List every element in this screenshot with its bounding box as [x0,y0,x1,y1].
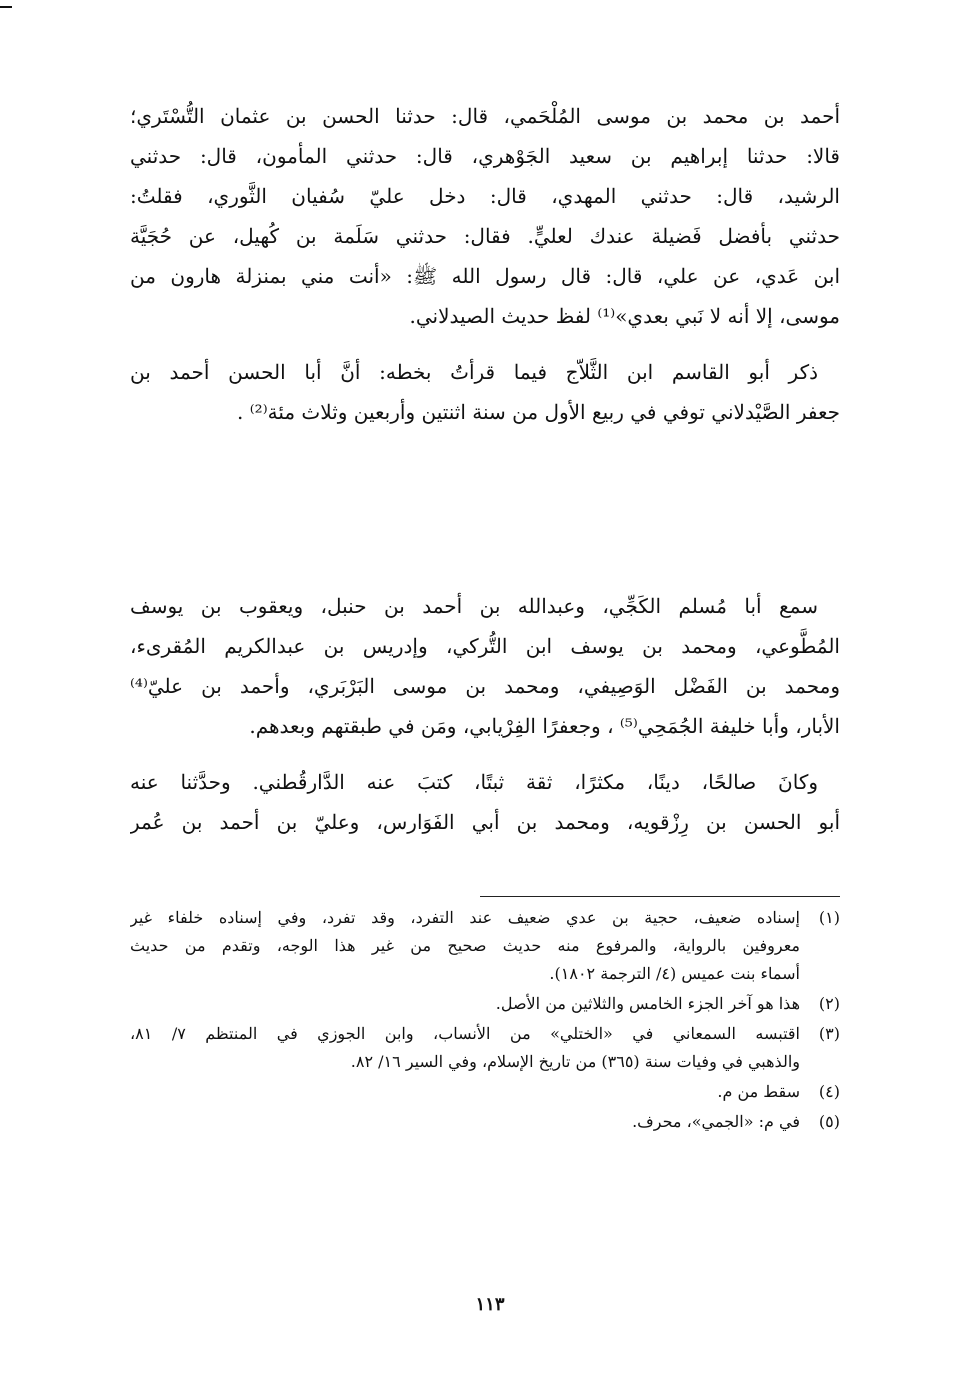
text-line: وكانَ صالحًا، دينًا، مكثرًا، ثقة ثبتًا، كتبَ عنه الدَّارقُطني. وحدَّثنا عنه [130,770,818,794]
text-line: المُطَّوعي، ومحمد بن يوسف ابن التُّركي، وإدريس بن عبدالكريم المُقرىء، [130,634,840,658]
footnote-line: هذا هو آخر الجزء الخامس والثلاثين من الأصل. [495,994,800,1013]
footnote-line: أسماء بنت عميس (٤/ الترجمة ١٨٠٢). [549,964,800,983]
footnote-number: (١) [818,908,840,927]
footnotes [130,904,840,1138]
footnote-number: (٤) [818,1082,840,1101]
footnote-line: والذهبي في وفيات سنة (٣٦٥) من تاريخ الإسلام، وفي السير ١٦/ ٨٢. [350,1052,800,1071]
footnote-number: (٥) [818,1112,840,1131]
corner-crop-mark [0,6,12,8]
footnote-5 [130,1108,840,1136]
paragraph-3 [130,586,840,746]
footnote-line: معروفين بالرواية، والمرفوع منه حديث صحيح من غير هذا الوجه، وتقدم من حديث [130,936,800,955]
text-line: ابن عَدي، عن علي، قال: قال رسول الله ﷺ: «أنت مني بمنزلة هارون من [130,264,840,288]
text-line: الرشيد، قال: حدثني المهدي، قال: دخل عليّ سُفيان الثَّوري، فقلتُ: [130,184,840,208]
footnote-line: في م: «الجمي»، محرف. [632,1112,800,1131]
paragraph-2 [130,352,840,432]
text-line: قالا: حدثنا إبراهيم بن سعيد الجَوْهري، قال: حدثني المأمون، قال: حدثني [130,144,840,168]
text-line: أبو الحسن بن رِزْقويه، ومحمد بن أبي الفَوَارس، وعليّ بن أحمد بن عُمر [130,810,840,834]
text-line: ذكر أبو القاسم ابن الثَّلاّج فيما قرأتُ بخطه: أنَّ أبا الحسن أحمد بن [130,360,818,384]
footnote-line: سقط من م. [717,1082,800,1101]
main-text [130,96,840,842]
entry-heading-line [130,500,840,548]
footnote-1 [130,904,840,988]
text-line: الأبار، وأبا خليفة الجُمَحِي⁽⁵⁾ ، وجعفرًا الفِرْيابي، ومَن في طبقتهم وبعدهم. [249,714,840,738]
text-line: ومحمد بن الفَضْل الوَصِيفي، ومحمد بن موسى البَرْبَري، وأحمد بن عليّ⁽⁴⁾ [130,674,840,698]
entry-heading [130,452,840,548]
footnote-line: اقتبسه السمعاني في «الختلي» من الأنساب، وابن الجوزي في المنتظم ٧/ ٨١، [130,1024,800,1043]
entry-heading-line [130,452,840,500]
text-line: سمع أبا مُسلم الكَجِّي، وعبدالله بن أحمد بن حنبل، ويعقوب بن يوسف [130,594,818,618]
paragraph-1 [130,96,840,336]
text-line: موسى، إلا أنه لا نَبي بعدي»⁽¹⁾ لفظ حديث الصيدلاني. [409,304,840,328]
paragraph-4 [130,762,840,842]
page-number: ١١٣ [475,1294,505,1315]
footnote-4 [130,1078,840,1106]
text-line: جعفر الصَّيْدلاني توفي في ربيع الأول من سنة اثنتين وأربعين وثلاث مئة⁽²⁾ . [237,400,840,424]
footnote-2 [130,990,840,1018]
footnote-separator [480,896,840,897]
footnote-3 [130,1020,840,1076]
footnote-line: إسناده ضعيف، حجية بن عدي ضعيف عند التفرد، وقد تفرد، وفي إسناده خلفاء غير [130,908,800,927]
text-line: أحمد بن محمد بن موسى المُلْحَمي، قال: حدثنا الحسن بن عثمان التُّسْتَري؛ [130,104,840,128]
footnote-number: (٢) [818,994,840,1013]
footnote-number: (٣) [818,1024,840,1043]
text-line: حدثني بأفضل فَضيلة عندك لعليٍّ. فقال: حدثني سَلَمة بن كُهيل، عن حُجَيَّة [130,224,840,248]
